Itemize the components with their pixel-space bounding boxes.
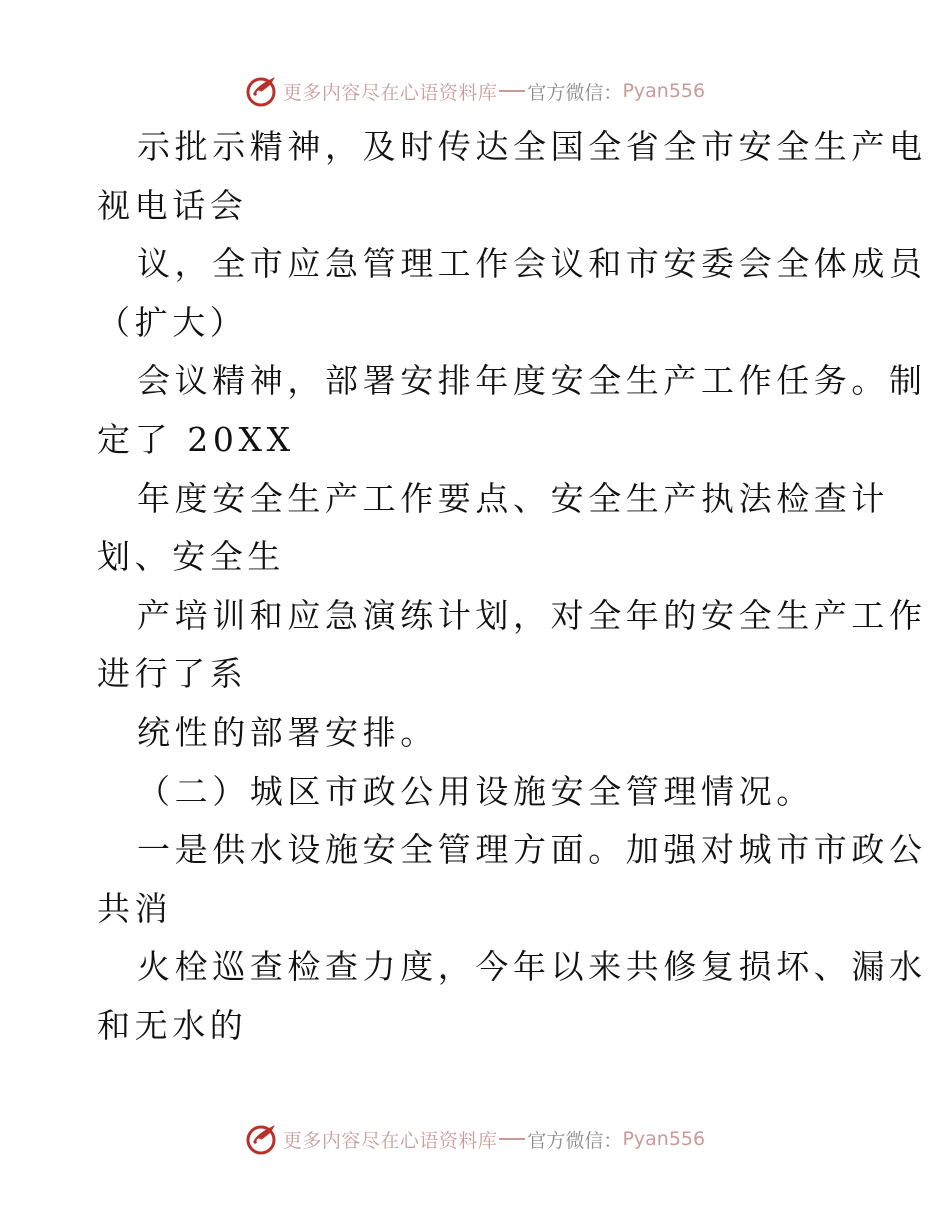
body-line: 产培训和应急演练计划，对全年的安全生产工作 — [137, 595, 927, 635]
banner-text: 更多内容尽在心语资料库 — [282, 81, 498, 104]
banner-text: 更多内容尽在心语资料库 — [282, 1129, 498, 1152]
document-body — [97, 118, 927, 1056]
wechat-id: Pyan556 — [622, 1128, 706, 1150]
body-line: 共消 — [97, 888, 173, 928]
body-line: 划、安全生 — [97, 537, 285, 577]
body-line: 年度安全生产工作要点、安全生产执法检查计 — [137, 478, 889, 518]
header-banner — [0, 71, 950, 111]
body-line: 示批示精神，及时传达全国全省全市安全生产电 — [137, 127, 927, 166]
body-line: 和无水的 — [97, 1005, 248, 1045]
body-line: 统性的部署安排。 — [137, 712, 438, 752]
body-line: 进行了系 — [97, 654, 248, 694]
wechat-id: Pyan556 — [622, 80, 706, 102]
banner-dash — [499, 90, 525, 92]
footer-banner — [0, 1119, 950, 1159]
body-line: 视电话会 — [97, 185, 248, 225]
pen-logo-icon — [245, 74, 279, 108]
wechat-label: 官方微信： — [527, 1129, 623, 1152]
body-line: 火栓巡查检查力度，今年以来共修复损坏、漏水 — [137, 947, 927, 987]
section-heading: （二）城区市政公用设施安全管理情况。 — [137, 771, 814, 811]
banner-dash — [499, 1138, 525, 1140]
pen-logo-icon — [245, 1122, 279, 1156]
body-line: 定了 20XX — [97, 419, 295, 459]
body-line: 会议精神，部署安排年度安全生产工作任务。制 — [137, 361, 927, 401]
wechat-label: 官方微信： — [527, 81, 623, 104]
body-line: 一是供水设施安全管理方面。加强对城市市政公 — [137, 830, 927, 870]
body-line: （扩大） — [97, 302, 248, 342]
body-line: 议，全市应急管理工作会议和市安委会全体成员 — [137, 244, 927, 284]
